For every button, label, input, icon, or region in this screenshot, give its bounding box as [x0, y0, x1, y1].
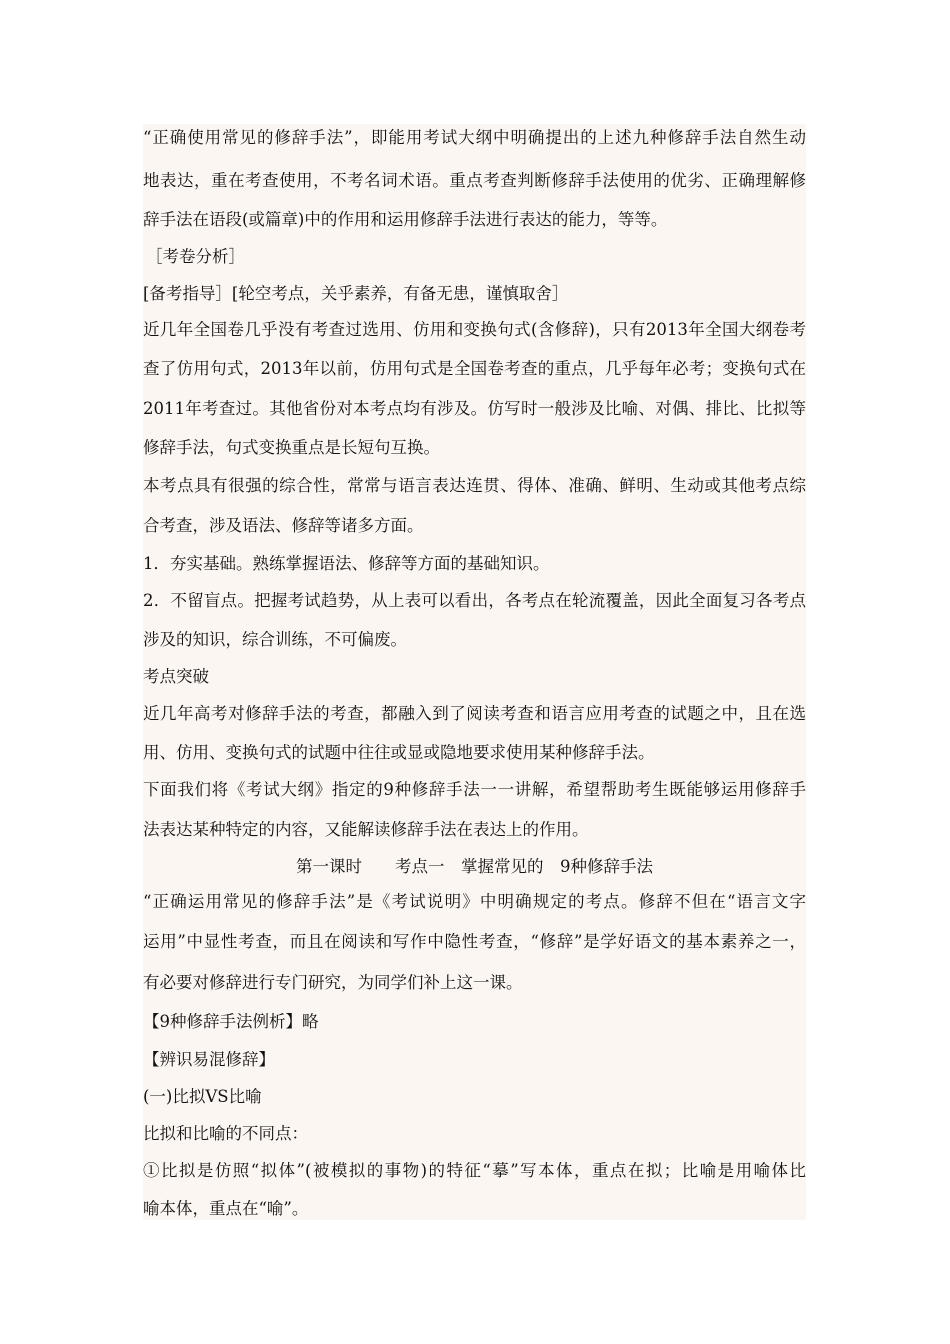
lesson-title: 第一课时 考点一 掌握常见的 9种修辞手法 — [296, 857, 653, 876]
paragraph-line: 近几年全国卷几乎没有考查过选用、仿用和变换句式(含修辞)，只有2013年全国大纲卷考 — [143, 320, 806, 339]
paragraph-line: 有必要对修辞进行专门研究，为同学们补上这一课。 — [143, 973, 523, 992]
paragraph-line: 喻本体，重点在“喻”。 — [143, 1199, 309, 1218]
paragraph-line: 辞手法在语段(或篇章)中的作用和运用修辞手法进行表达的能力，等等。 — [143, 210, 668, 229]
list-item: 2．不留盲点。把握考试趋势，从上表可以看出，各考点在轮流覆盖，因此全面复习各考点 — [143, 591, 806, 610]
section-heading: 【9种修辞手法例析】略 — [143, 1012, 319, 1031]
paragraph-line: 2011年考查过。其他省份对本考点均有涉及。仿写时一般涉及比喻、对偶、排比、比拟等 — [143, 399, 806, 418]
paragraph-line: 下面我们将《考试大纲》指定的9种修辞手法一一讲解，希望帮助考生既能够运用修辞手 — [143, 780, 806, 799]
paragraph-line: 涉及的知识，综合训练，不可偏废。 — [143, 630, 407, 649]
paragraph-line: 修辞手法，句式变换重点是长短句互换。 — [143, 438, 440, 457]
paragraph-line: 用、仿用、变换句式的试题中往往或显或隐地要求使用某种修辞手法。 — [143, 743, 655, 762]
paragraph-line: 本考点具有很强的综合性，常常与语言表达连贯、得体、准确、鲜明、生动或其他考点综 — [143, 476, 806, 495]
paragraph-line: 运用”中显性考查，而且在阅读和写作中隐性考查，“修辞”是学好语文的基本素养之一， — [143, 932, 806, 951]
list-item: 1．夯实基础。熟练掌握语法、修辞等方面的基础知识。 — [143, 554, 550, 573]
paragraph-line: 合考查，涉及语法、修辞等诸多方面。 — [143, 516, 424, 535]
paragraph-line: 法表达某种特定的内容，又能解读修辞手法在表达上的作用。 — [143, 820, 589, 839]
paragraph-line: ①比拟是仿照“拟体”(被模拟的事物)的特征“摹”写本体，重点在拟；比喻是用喻体比 — [143, 1161, 806, 1180]
section-heading: [备考指导］[轮空考点，关乎素养，有备无患，谨慎取舍］ — [143, 284, 569, 303]
paragraph-line: 地表达，重在考查使用，不考名词术语。重点考查判断修辞手法使用的优劣、正确理解修 — [143, 171, 806, 190]
paragraph-line: 查了仿用句式，2013年以前，仿用句式是全国卷考查的重点，几乎每年必考；变换句式在 — [143, 359, 806, 378]
paragraph-line: “正确使用常见的修辞手法”，即能用考试大纲中明确提出的上述九种修辞手法自然生动 — [143, 128, 806, 147]
document-body — [143, 124, 806, 1220]
paragraph-line: 比拟和比喻的不同点： — [143, 1124, 308, 1143]
section-heading: 考点突破 — [143, 667, 209, 686]
paragraph-line: “正确运用常见的修辞手法”是《考试说明》中明确规定的考点。修辞不但在“语言文字 — [143, 892, 806, 911]
section-heading: 【辨识易混修辞】 — [143, 1050, 275, 1069]
section-heading: ［考卷分析］ — [146, 247, 245, 266]
paragraph-line: 近几年高考对修辞手法的考查，都融入到了阅读考查和语言应用考查的试题之中，且在选 — [143, 704, 806, 723]
subsection-heading: (一)比拟VS比喻 — [143, 1087, 262, 1106]
